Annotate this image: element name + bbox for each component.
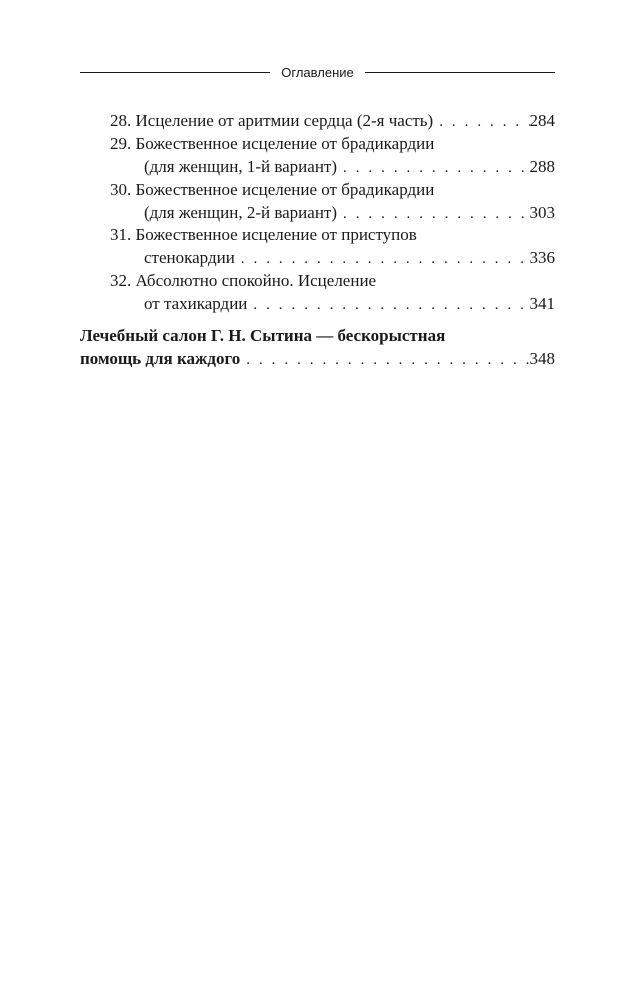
toc-entry-28 (110, 110, 555, 133)
dot-leader (337, 203, 529, 225)
dot-leader (433, 111, 529, 133)
toc-page-number: 284 (529, 111, 555, 130)
running-header-title: Оглавление (281, 64, 354, 80)
toc-entry-30 (144, 202, 555, 225)
toc-entry-title: стенокардии (144, 248, 235, 267)
dot-leader (235, 248, 530, 270)
toc-page-number: 303 (529, 203, 555, 222)
toc-entry-32 (144, 293, 555, 316)
toc-entry-31-line1: 31. Божественное исцеление от приступов (110, 225, 417, 244)
dot-leader (337, 157, 529, 179)
dot-leader (240, 349, 529, 371)
toc-page-number: 348 (529, 349, 555, 368)
toc-page-number: 341 (529, 294, 555, 313)
toc-section-entry (80, 348, 555, 371)
toc-entry-title: (для женщин, 1-й вариант) (144, 157, 338, 176)
toc-entry-31 (144, 247, 555, 270)
toc-section-title: помощь для каждого (80, 349, 241, 368)
toc-page-number: 336 (529, 248, 555, 267)
toc-entry-title: (для женщин, 2-й вариант) (144, 203, 338, 222)
toc-entry-29 (144, 156, 555, 179)
toc-entry-title: от тахикардии (144, 294, 248, 313)
header-rule-right (365, 72, 555, 73)
toc-entry-30-line1: 30. Божественное исцеление от брадикардии (110, 180, 435, 199)
toc-entry-29-line1: 29. Божественное исцеление от брадикардии (110, 134, 435, 153)
running-header (80, 62, 555, 82)
header-rule-left (80, 72, 270, 73)
dot-leader (247, 294, 529, 316)
toc-page-number: 288 (529, 157, 555, 176)
toc-section-line1: Лечебный салон Г. Н. Сытина — бескорыстная (80, 326, 446, 345)
toc-entry-32-line1: 32. Абсолютно спокойно. Исцеление (110, 271, 377, 290)
toc-entry-title: 28. Исцеление от аритмии сердца (2-я часть) (110, 111, 434, 130)
